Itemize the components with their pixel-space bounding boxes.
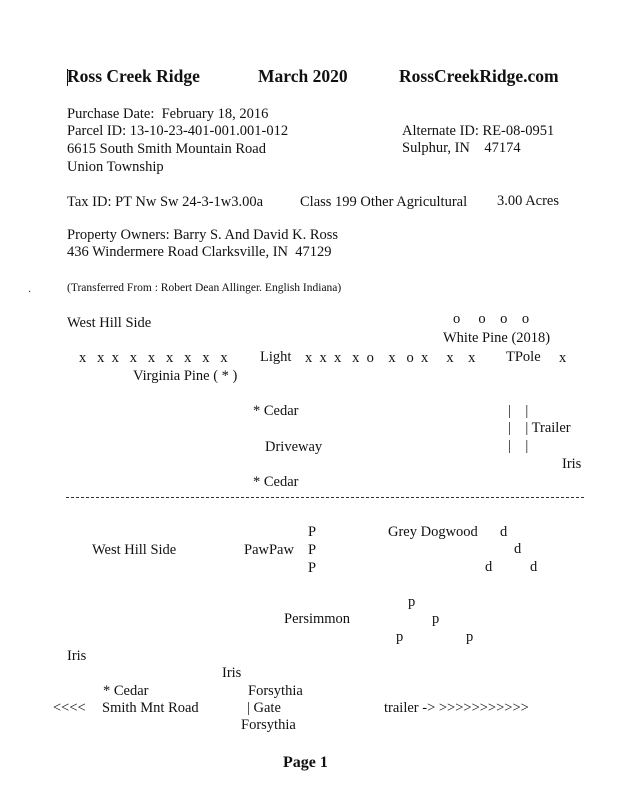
- dogwood-marker-1: d: [500, 524, 508, 540]
- date: March 2020: [258, 66, 348, 86]
- tax-id: Tax ID: PT Nw Sw 24-3-1w3.00a: [67, 194, 264, 210]
- cedar-lower: * Cedar: [253, 474, 299, 490]
- west-hill-side-bottom: West Hill Side: [92, 542, 177, 558]
- title: Ross Creek Ridge: [67, 66, 200, 86]
- pawpaw-label: PawPaw: [244, 542, 294, 558]
- white-pine-label: White Pine (2018): [443, 330, 551, 346]
- dogwood-marker-4: d: [530, 559, 538, 575]
- virginia-pine-label: Virginia Pine ( * ): [133, 368, 238, 384]
- post-marks-1: | |: [508, 403, 529, 419]
- gate-label: | Gate: [247, 700, 281, 716]
- website: RossCreekRidge.com: [399, 66, 559, 86]
- fence-end: x: [559, 350, 567, 366]
- township: Union Township: [67, 159, 164, 175]
- pawpaw-marker-2: P: [308, 542, 317, 558]
- persimmon-marker-4: p: [466, 629, 474, 645]
- address-line: 6615 South Smith Mountain Road: [67, 141, 266, 157]
- page-number: Page 1: [283, 754, 328, 771]
- tpole-label: TPole: [506, 349, 541, 365]
- owners-address: 436 Windermere Road Clarksville, IN 47129: [67, 244, 332, 260]
- light-label: Light: [260, 349, 292, 365]
- iris-top: Iris: [562, 456, 582, 472]
- city-line: Sulphur, IN 47174: [402, 140, 521, 156]
- alternate-id: Alternate ID: RE-08-0951: [402, 123, 555, 139]
- trailer-label: | | Trailer: [508, 420, 571, 436]
- forsythia-bottom: Forsythia: [241, 717, 296, 733]
- persimmon-marker-3: p: [396, 629, 404, 645]
- persimmon-label: Persimmon: [284, 611, 351, 627]
- pine-markers: o o o o: [453, 311, 530, 327]
- fence-left: x x x x x x x x x: [79, 350, 228, 366]
- property-class: Class 199 Other Agricultural: [300, 194, 468, 210]
- transferred-from: (Transferred From : Robert Dean Allinger. English Indiana): [67, 282, 342, 294]
- driveway-label: Driveway: [265, 439, 323, 455]
- post-marks-3: | |: [508, 438, 529, 454]
- owners: Property Owners: Barry S. And David K. Ross: [67, 227, 339, 243]
- persimmon-marker-2: p: [432, 611, 440, 627]
- dogwood-marker-2: d: [514, 541, 522, 557]
- persimmon-marker-1: p: [408, 594, 416, 610]
- cedar-top: * Cedar: [253, 403, 299, 419]
- road-arrows-left: <<<<: [53, 700, 86, 716]
- iris-left: Iris: [67, 648, 87, 664]
- forsythia-top: Forsythia: [248, 683, 303, 699]
- purchase-date: Purchase Date: February 18, 2016: [67, 106, 269, 122]
- smith-mnt-road-label: Smith Mnt Road: [102, 700, 199, 716]
- pawpaw-marker-3: P: [308, 560, 317, 576]
- dogwood-marker-3: d: [485, 559, 493, 575]
- section-divider: [66, 497, 584, 498]
- acres: 3.00 Acres: [497, 193, 560, 209]
- iris-middle: Iris: [222, 665, 242, 681]
- stray-dot: ·: [28, 287, 32, 298]
- cedar-bottom: * Cedar: [103, 683, 149, 699]
- trailer-arrow: trailer -> >>>>>>>>>>>: [384, 700, 529, 716]
- pawpaw-marker-1: P: [308, 524, 317, 540]
- grey-dogwood-label: Grey Dogwood: [388, 524, 478, 540]
- west-hill-side-top: West Hill Side: [67, 315, 152, 331]
- fence-middle: x x x x o x o x x x: [305, 350, 476, 366]
- parcel-id: Parcel ID: 13-10-23-401-001.001-012: [67, 123, 289, 139]
